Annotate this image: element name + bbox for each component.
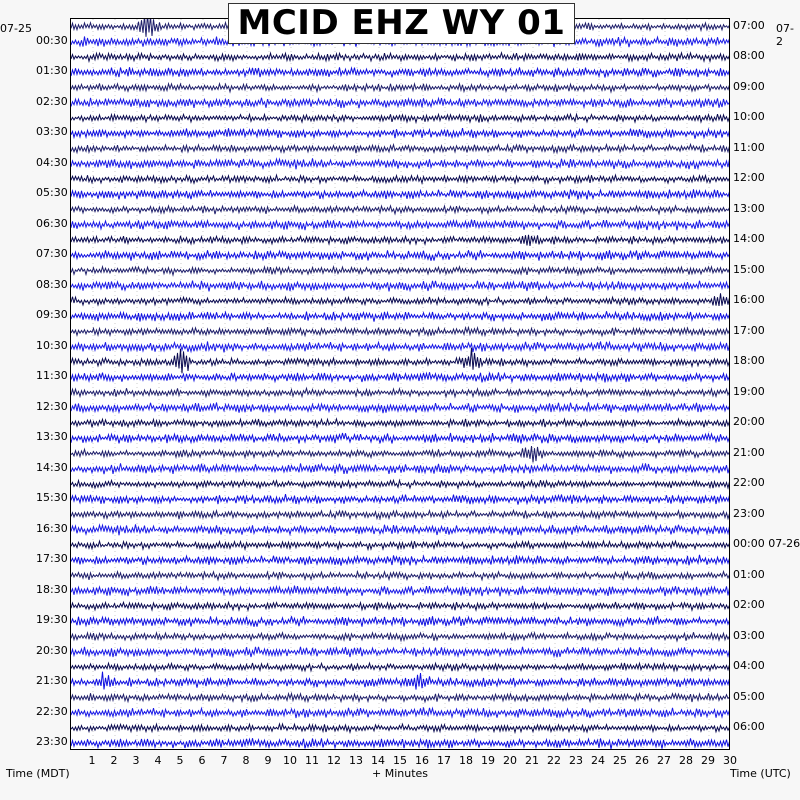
minute-tick-label: 5: [176, 754, 184, 767]
utc-hour-label: 22:00: [733, 476, 765, 490]
mdt-hour-label: 23:30: [36, 735, 68, 749]
trace-row: [71, 555, 730, 566]
minute-tick-label: 15: [393, 754, 407, 767]
minute-tick-label: 16: [415, 754, 429, 767]
x-axis-title: + Minutes: [371, 767, 428, 780]
trace-row: [71, 388, 730, 397]
minute-tick-label: 11: [305, 754, 319, 767]
utc-hour-label: 19:00: [733, 384, 765, 398]
minute-tick-label: 12: [327, 754, 341, 767]
utc-hour-label: 01:00: [733, 567, 765, 581]
utc-hour-label: 13:00: [733, 201, 765, 215]
trace-row: [71, 616, 730, 627]
minute-tick-label: 27: [657, 754, 671, 767]
trace-row: [71, 175, 730, 183]
mdt-hour-label: 05:30: [36, 186, 68, 200]
trace-row: [71, 480, 730, 488]
trace-row: [71, 372, 730, 382]
utc-hour-label: 20:00: [733, 415, 765, 429]
utc-hour-label: 04:00: [733, 659, 765, 673]
minute-tick-label: 17: [437, 754, 451, 767]
trace-row: [71, 433, 730, 444]
trace-row: [71, 524, 730, 535]
start-date-label: 07-25: [0, 22, 32, 35]
chart-title: MCID EHZ WY 01: [237, 3, 566, 43]
helicorder-plot: [70, 18, 730, 750]
minute-tick-label: 4: [154, 754, 162, 767]
trace-row: [71, 235, 730, 246]
trace-row: [71, 632, 730, 641]
trace-row: [71, 494, 730, 505]
trace-row: [71, 446, 730, 462]
mdt-hour-label: 19:30: [36, 613, 68, 627]
minute-tick-label: 18: [459, 754, 473, 767]
left-axis-title: Time (MDT): [6, 767, 70, 780]
utc-hour-label: 09:00: [733, 79, 765, 93]
minute-tick-label: 29: [701, 754, 715, 767]
mdt-hour-label: 20:30: [36, 643, 68, 657]
utc-hour-label: 14:00: [733, 232, 765, 246]
mdt-hour-label: 11:30: [36, 369, 68, 383]
minute-tick-label: 14: [371, 754, 385, 767]
minute-tick-label: 28: [679, 754, 693, 767]
minute-tick-label: 1: [88, 754, 96, 767]
minute-tick-label: 9: [264, 754, 272, 767]
trace-row: [71, 402, 730, 413]
mdt-hour-label: 09:30: [36, 308, 68, 322]
trace-row: [71, 327, 730, 336]
utc-hour-label: 18:00: [733, 354, 765, 368]
utc-hour-label: 02:00: [733, 598, 765, 612]
minute-tick-label: 6: [198, 754, 206, 767]
trace-row: [71, 281, 730, 292]
minute-tick-label: 21: [525, 754, 539, 767]
utc-hour-label: 06:00: [733, 720, 765, 734]
utc-hour-label: 03:00: [733, 628, 765, 642]
utc-hour-label: 16:00: [733, 293, 765, 307]
trace-row: [71, 98, 730, 108]
mdt-hour-label: 16:30: [36, 521, 68, 535]
trace-row: [71, 158, 730, 169]
minute-tick-label: 26: [635, 754, 649, 767]
trace-row: [71, 541, 730, 549]
trace-row: [71, 724, 730, 732]
trace-row: [71, 250, 730, 261]
trace-row: [71, 293, 730, 306]
mdt-hour-label: 01:30: [36, 64, 68, 78]
trace-row: [71, 419, 730, 428]
mdt-hour-label: 08:30: [36, 277, 68, 291]
trace-row: [71, 511, 730, 520]
mdt-hour-label: 15:30: [36, 491, 68, 505]
trace-row: [71, 67, 730, 77]
trace-row: [71, 693, 730, 702]
minute-tick-label: 23: [569, 754, 583, 767]
trace-row: [71, 738, 730, 749]
minute-tick-label: 25: [613, 754, 627, 767]
trace-row: [71, 342, 730, 353]
trace-row: [71, 206, 730, 215]
mdt-hour-label: 22:30: [36, 704, 68, 718]
mdt-hour-label: 18:30: [36, 582, 68, 596]
mdt-hour-label: 10:30: [36, 338, 68, 352]
right-axis-title: Time (UTC): [730, 767, 791, 780]
utc-hour-label: 23:00: [733, 506, 765, 520]
utc-hour-label: 17:00: [733, 323, 765, 337]
trace-row: [71, 189, 730, 199]
minute-tick-label: 2: [110, 754, 118, 767]
trace-row: [71, 463, 730, 474]
minute-tick-label: 19: [481, 754, 495, 767]
utc-hour-label: 07:00: [733, 18, 765, 32]
trace-row: [71, 708, 730, 719]
trace-row: [71, 572, 730, 580]
utc-hour-label: 15:00: [733, 262, 765, 276]
trace-row: [71, 114, 730, 122]
utc-hour-label: 00:00 07-26: [733, 537, 800, 551]
seismic-traces: [71, 19, 730, 750]
trace-row: [71, 586, 730, 597]
utc-hour-label: 05:00: [733, 689, 765, 703]
trace-row: [71, 672, 730, 690]
mdt-hour-label: 00:30: [36, 33, 68, 47]
minute-tick-label: 22: [547, 754, 561, 767]
utc-date-label: 07-2: [776, 22, 794, 48]
minute-tick-label: 30: [723, 754, 737, 767]
trace-row: [71, 220, 730, 231]
minute-tick-label: 13: [349, 754, 363, 767]
utc-hour-label: 10:00: [733, 110, 765, 124]
mdt-hour-label: 13:30: [36, 430, 68, 444]
minute-tick-label: 24: [591, 754, 605, 767]
minute-tick-label: 8: [242, 754, 250, 767]
mdt-hour-label: 03:30: [36, 125, 68, 139]
title-box: [228, 3, 575, 44]
trace-row: [71, 663, 730, 671]
minute-tick-label: 10: [283, 754, 297, 767]
mdt-hour-label: 17:30: [36, 552, 68, 566]
minute-tick-label: 7: [220, 754, 228, 767]
mdt-hour-label: 02:30: [36, 94, 68, 108]
trace-row: [71, 83, 730, 92]
trace-row: [71, 145, 730, 154]
trace-row: [71, 647, 730, 658]
utc-hour-label: 21:00: [733, 445, 765, 459]
trace-row: [71, 602, 730, 610]
mdt-hour-label: 12:30: [36, 399, 68, 413]
utc-hour-label: 08:00: [733, 49, 765, 63]
mdt-hour-label: 06:30: [36, 216, 68, 230]
trace-row: [71, 267, 730, 275]
mdt-hour-label: 14:30: [36, 460, 68, 474]
trace-row: [71, 348, 730, 374]
trace-row: [71, 311, 730, 322]
minute-tick-label: 20: [503, 754, 517, 767]
trace-row: [71, 53, 730, 62]
trace-row: [71, 128, 730, 139]
utc-hour-label: 11:00: [733, 140, 765, 154]
utc-hour-label: 12:00: [733, 171, 765, 185]
mdt-hour-label: 04:30: [36, 155, 68, 169]
mdt-hour-label: 21:30: [36, 674, 68, 688]
mdt-hour-label: 07:30: [36, 247, 68, 261]
minute-tick-label: 3: [132, 754, 140, 767]
